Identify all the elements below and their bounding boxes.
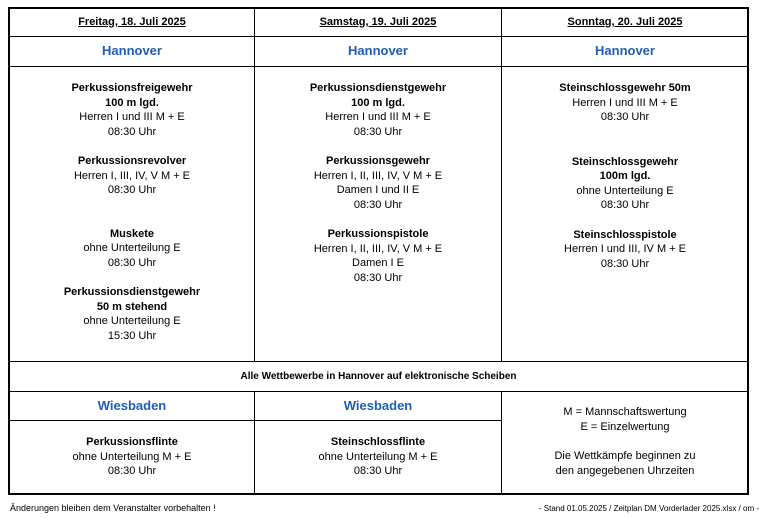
event-title: Perkussionsrevolver (77, 155, 187, 167)
event-time: 08:30 Uhr (353, 271, 403, 284)
footer-version: - Stand 01.05.2025 / Zeitplan DM Vorderlader 2025.xlsx / om - (538, 504, 759, 513)
divider (9, 420, 501, 421)
legend-note-line1: Die Wettkämpfe beginnen zu (554, 450, 696, 462)
event-subtitle: 50 m stehend (96, 300, 168, 313)
legend-note-line2: den angegebenen Uhrzeiten (555, 465, 695, 477)
event-title: Perkussionsdienstgewehr (309, 82, 447, 94)
event-item (502, 228, 748, 272)
event-time: 08:30 Uhr (600, 111, 650, 123)
event-list-friday (10, 81, 254, 357)
event-time: 08:30 Uhr (600, 257, 650, 270)
event-title: Muskete (109, 227, 155, 240)
event-time: 08:30 Uhr (353, 465, 403, 477)
event-item (10, 154, 254, 198)
event-time: 08:30 Uhr (107, 256, 157, 269)
legend-individual: E = Einzelwertung (580, 421, 670, 433)
event-classes: ohne Unterteilung E (83, 242, 181, 254)
event-title: Steinschlossflinte (330, 436, 426, 448)
event-time: 15:30 Uhr (107, 329, 157, 342)
venue-name: Hannover (102, 43, 162, 58)
event-classes: Herren I und III M + E (325, 111, 431, 123)
event-item (255, 154, 501, 212)
event-title: Perkussionspistole (327, 228, 429, 240)
event-title: Perkussionsdienstgewehr (63, 286, 201, 298)
event-time: 08:30 Uhr (107, 465, 157, 477)
venue-name: Hannover (348, 43, 408, 58)
event-time: 08:30 Uhr (353, 198, 403, 211)
event-classes: ohne Unterteilung E (576, 184, 674, 197)
event-title: Steinschlosspistole (573, 228, 677, 241)
notice-text: Alle Wettbewerbe in Hannover auf elektronische Scheiben (240, 371, 517, 382)
event-time: 08:30 Uhr (107, 125, 157, 138)
legend-team: M = Mannschaftswertung (563, 406, 687, 418)
venue-name: Wiesbaden (343, 398, 413, 413)
event-title: Perkussionsgewehr (326, 155, 430, 167)
legend-spacer (502, 435, 748, 449)
event-item (255, 81, 501, 139)
event-title: Perkussionsfreigewehr (71, 82, 193, 94)
event-item (10, 81, 254, 139)
event-classes: Herren I, II, III, IV, V M + E (313, 169, 443, 182)
day-date: Freitag, 18. Juli 2025 (78, 16, 186, 28)
divider (9, 66, 749, 67)
event-subtitle: 100 m lgd. (351, 96, 405, 109)
event-subtitle: 100m lgd. (599, 170, 651, 182)
event-list-saturday (255, 81, 501, 299)
event-classes: ohne Unterteilung M + E (72, 450, 192, 463)
event-item (502, 155, 748, 213)
event-title: Steinschlossgewehr 50m (559, 82, 691, 94)
event-classes: Herren I und III M + E (572, 96, 678, 109)
event-title: Steinschlossgewehr (571, 155, 679, 168)
event-classes-women: Damen I und II E (336, 184, 420, 196)
event-list-sunday (502, 81, 748, 285)
event-classes: Herren I und III M + E (79, 111, 185, 123)
day-date: Sonntag, 20. Juli 2025 (567, 16, 683, 28)
venue-name: Wiesbaden (97, 398, 167, 413)
event-classes: Herren I und III, IV M + E (564, 243, 686, 255)
event-time: 08:30 Uhr (107, 184, 157, 196)
event-title: Perkussionsflinte (86, 436, 178, 448)
event-classes: Herren I, III, IV, V M + E (73, 169, 191, 182)
event-time: 08:30 Uhr (600, 199, 650, 211)
event-subtitle: 100 m lgd. (105, 96, 159, 109)
event-list-wiesbaden-saturday (255, 435, 501, 479)
event-item (502, 81, 748, 125)
legend (502, 405, 748, 479)
event-item (255, 227, 501, 285)
event-classes: ohne Unterteilung E (83, 315, 181, 327)
event-time: 08:30 Uhr (353, 125, 403, 138)
event-list-wiesbaden-friday (10, 435, 254, 479)
divider (9, 36, 749, 37)
event-item (10, 285, 254, 343)
event-classes: ohne Unterteilung M + E (318, 450, 438, 463)
event-classes: Herren I, II, III, IV, V M + E (313, 242, 443, 255)
venue-name: Hannover (595, 43, 655, 58)
footer-disclaimer: Änderungen bleiben dem Veranstalter vorbehalten ! (10, 503, 216, 513)
event-classes-women: Damen I E (352, 257, 404, 269)
day-date: Samstag, 19. Juli 2025 (319, 16, 437, 28)
event-item (10, 227, 254, 271)
